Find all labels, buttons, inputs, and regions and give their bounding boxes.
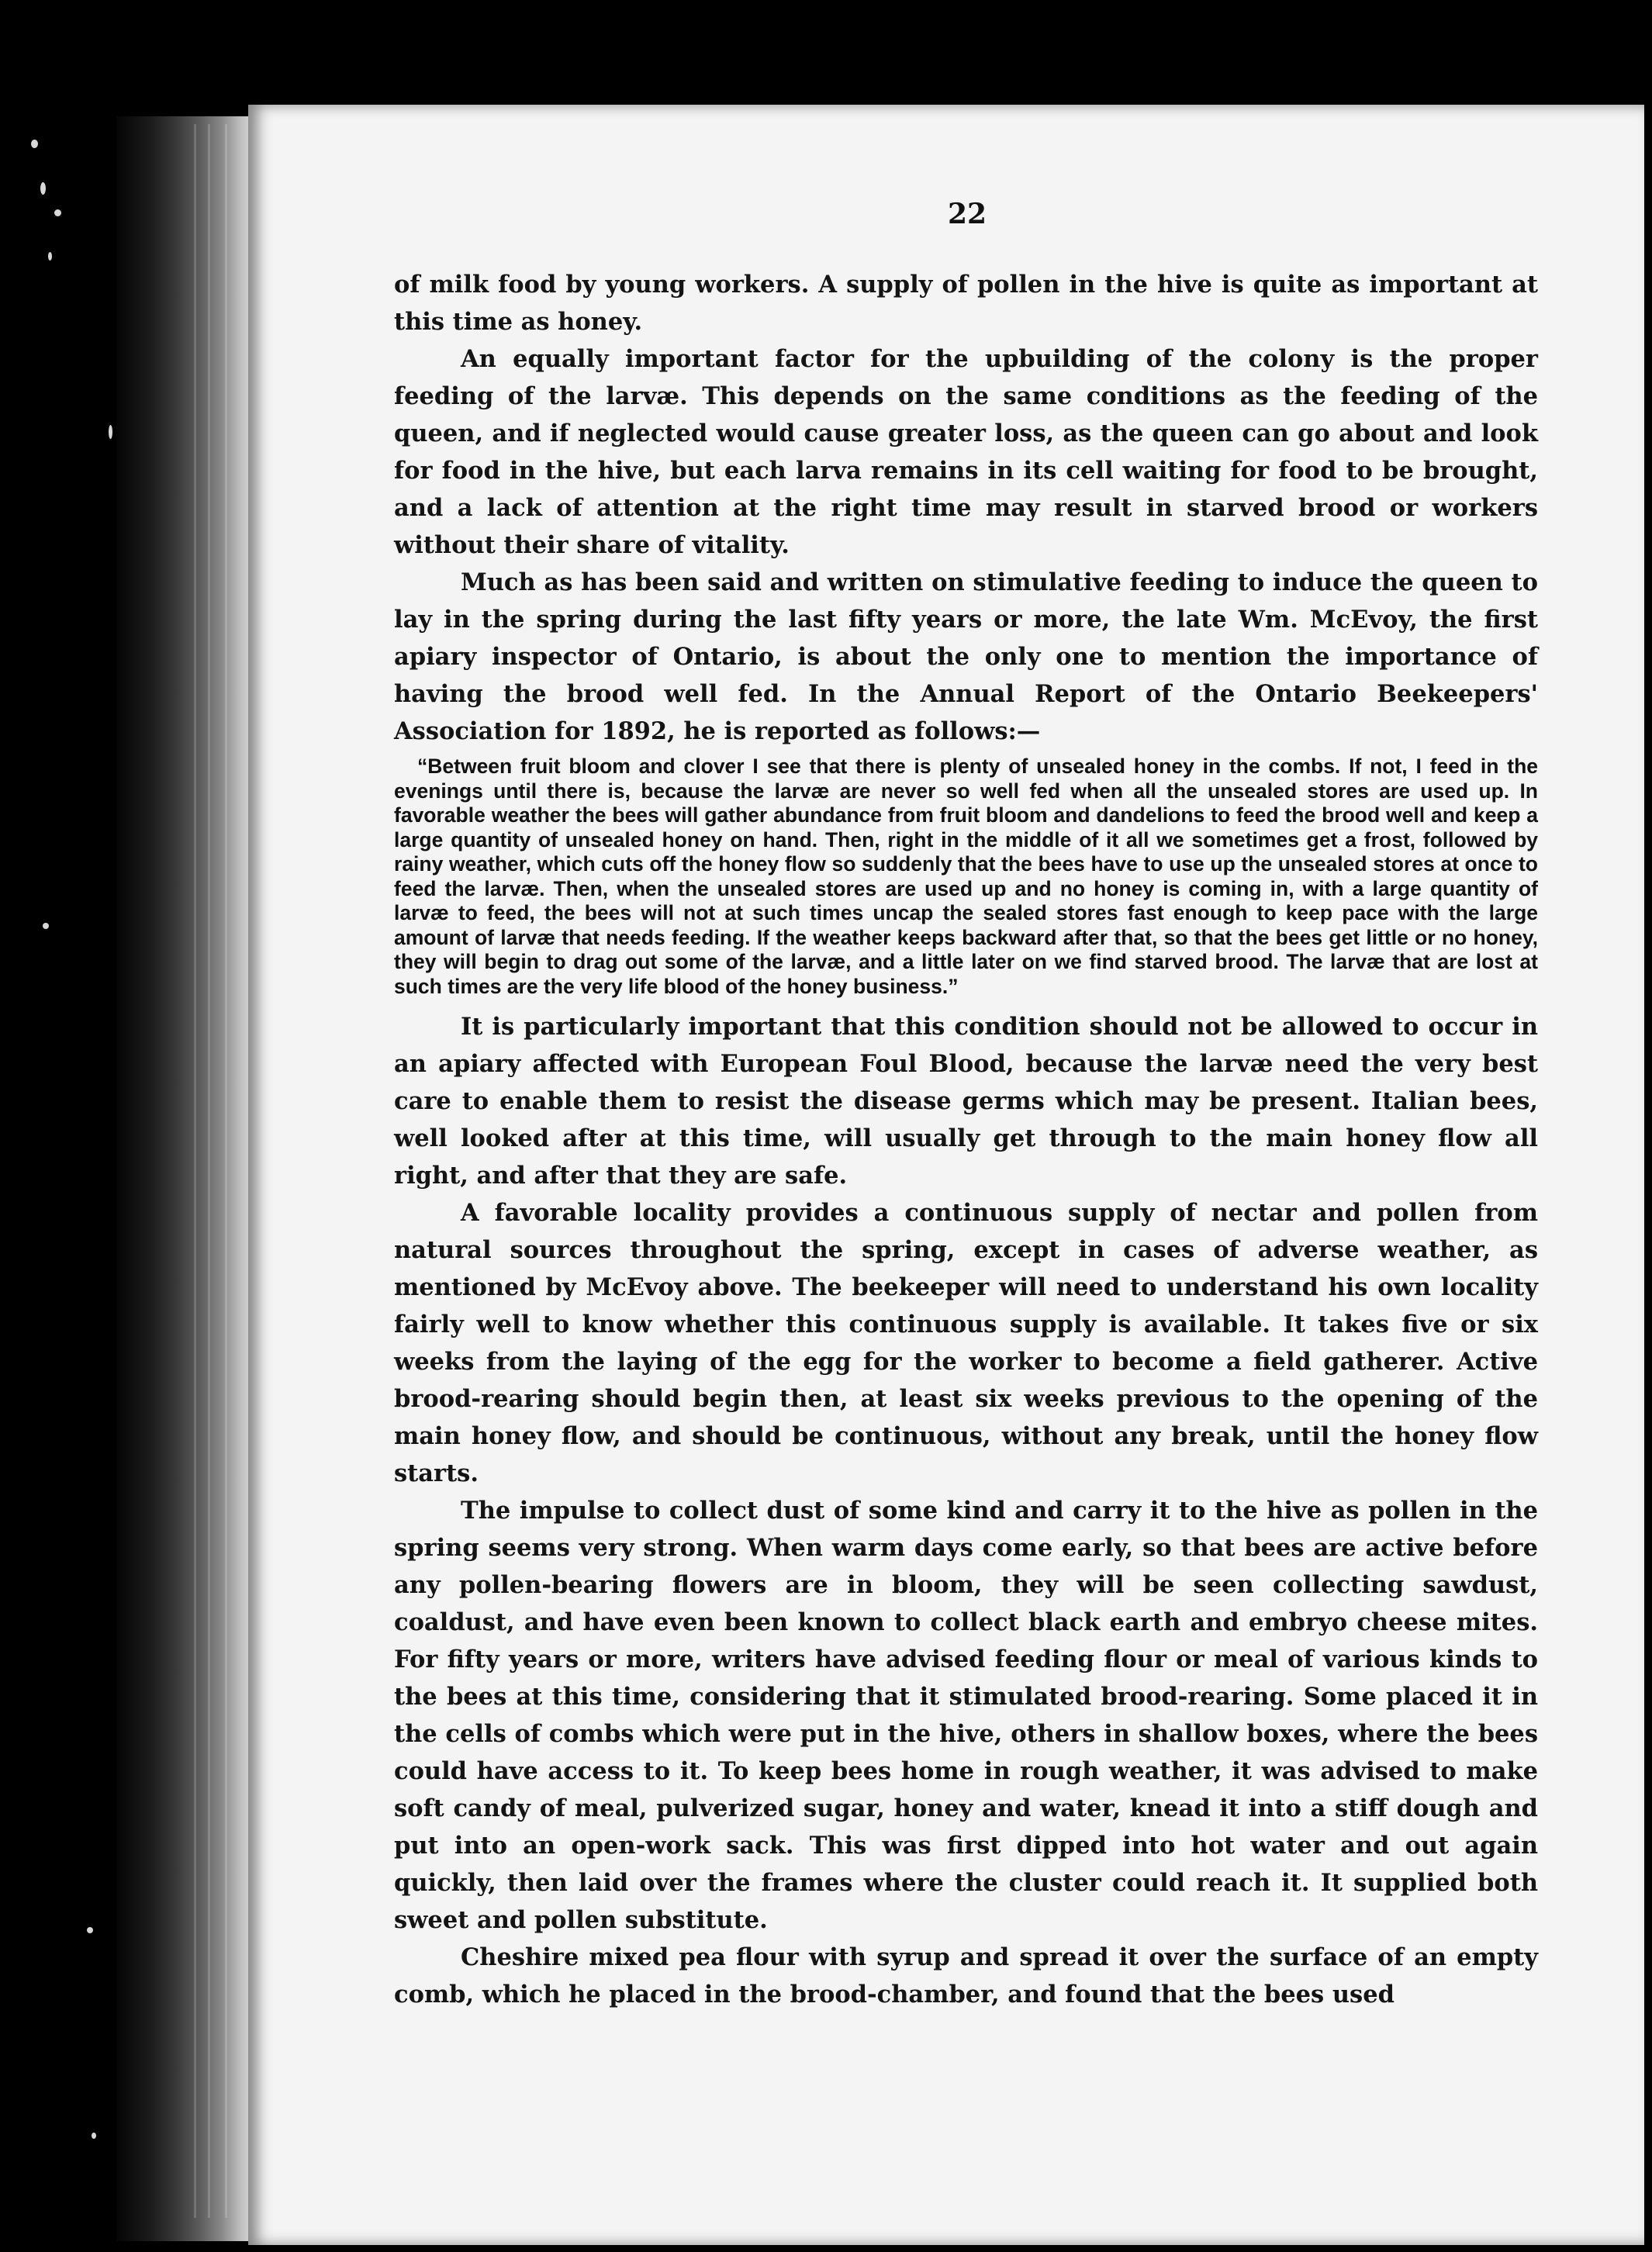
binding-edge-line <box>194 124 196 2218</box>
page-number: 22 <box>948 198 987 230</box>
page-text-block <box>394 266 1538 2013</box>
block-quote: “Between fruit bloom and clover I see that there is plenty of unsealed honey in the combs. If not, I feed in the evenings until there is, because the larvæ are never so well fed when all the unsealed stores are used up. In favorable weather the bees will gather abundance from fruit bloom and dandelions to feed the brood well and keep a large quantity of unsealed honey on hand. Then, right in the middle of it all we sometimes get a frost, followed by rainy weather, which cuts off the honey flow so suddenly that the bees have to use up the unsealed stores at once to feed the larvæ. Then, when the unsealed stores are used up and no honey is coming in, with a large quantity of larvæ to feed, the bees will not at such times uncap the sealed stores fast enough to keep pace with the large amount of larvæ that needs feeding. If the weather keeps backward after that, so that the bees get little or no honey, they will begin to drag out some of the larvæ, and a little later on we find starved brood. The larvæ that are lost at such times are the very life blood of the honey business.” <box>394 755 1538 998</box>
scan-speck <box>92 2133 96 2139</box>
scan-speck <box>87 1927 93 1933</box>
paragraph: It is particularly important that this condition should not be allowed to occur in an apiary affected with European Foul Blood, because the larvæ need the very best care to enable them to resist the disease germs which may be present. Italian bees, well looked after at this time, will usually get through to the main honey flow all right, and after that they are safe. <box>394 1013 1538 1190</box>
binding-edge-line <box>225 124 227 2218</box>
paragraph: Much as has been said and written on stimulative feeding to induce the queen to lay in the spring during the last fifty years or more, the late Wm. McEvoy, the first apiary inspector of Ontario, is about the only one to mention the importance of having the brood well fed. In the Annual Report of the Ontario Beekeepers' Association for 1892, he is reported as follows:— <box>394 568 1538 745</box>
binding-edge-line <box>208 124 210 2218</box>
scan-speck <box>109 425 112 439</box>
scan-speck <box>43 923 49 929</box>
paragraph: of milk food by young workers. A supply of pollen in the hive is quite as important at this time as honey. <box>394 271 1538 336</box>
paragraph: A favorable locality provides a continuous supply of nectar and pollen from natural sources throughout the spring, except in cases of adverse weather, as mentioned by McEvoy above. The beekeeper will need to understand his own locality fairly well to know whether this continuous supply is available. It takes five or six weeks from the laying of the egg for the worker to become a field gatherer. Active brood-rearing should begin then, at least six weeks previous to the opening of the main honey flow, and should be continuous, without any break, until the honey flow starts. <box>394 1199 1538 1487</box>
scan-speck <box>48 252 52 261</box>
book-binding-edge <box>116 116 252 2241</box>
scan-speck <box>31 140 38 148</box>
scan-speck <box>40 182 46 195</box>
paragraph: The impulse to collect dust of some kind and carry it to the hive as pollen in the spring seems very strong. When warm days come early, so that bees are active before any pollen-bearing flowers are in bloom, they will be seen collecting sawdust, coaldust, and have even been known to collect black earth and embryo cheese mites. For fifty years or more, writers have advised feeding flour or meal of various kinds to the bees at this time, considering that it stimulated brood-rearing. Some placed it in the cells of combs which were put in the hive, others in shallow boxes, where the bees could have access to it. To keep bees home in rough weather, it was advised to make soft candy of meal, pulverized sugar, honey and water, knead it into a stiff dough and put into an open-work sack. This was first dipped into hot water and out again quickly, then laid over the frames where the cluster could reach it. It supplied both sweet and pollen substitute. <box>394 1497 1538 1934</box>
paragraph: Cheshire mixed pea flour with syrup and spread it over the surface of an empty comb, which he placed in the brood-chamber, and found that the bees used <box>394 1943 1538 2008</box>
scan-speck <box>54 209 61 216</box>
paragraph: An equally important factor for the upbuilding of the colony is the proper feeding of the larvæ. This depends on the same conditions as the feeding of the queen, and if neglected would cause greater loss, as the queen can go about and look for food in the hive, but each larva remains in its cell waiting for food to be brought, and a lack of attention at the right time may result in starved brood or workers without their share of vitality. <box>394 345 1538 559</box>
